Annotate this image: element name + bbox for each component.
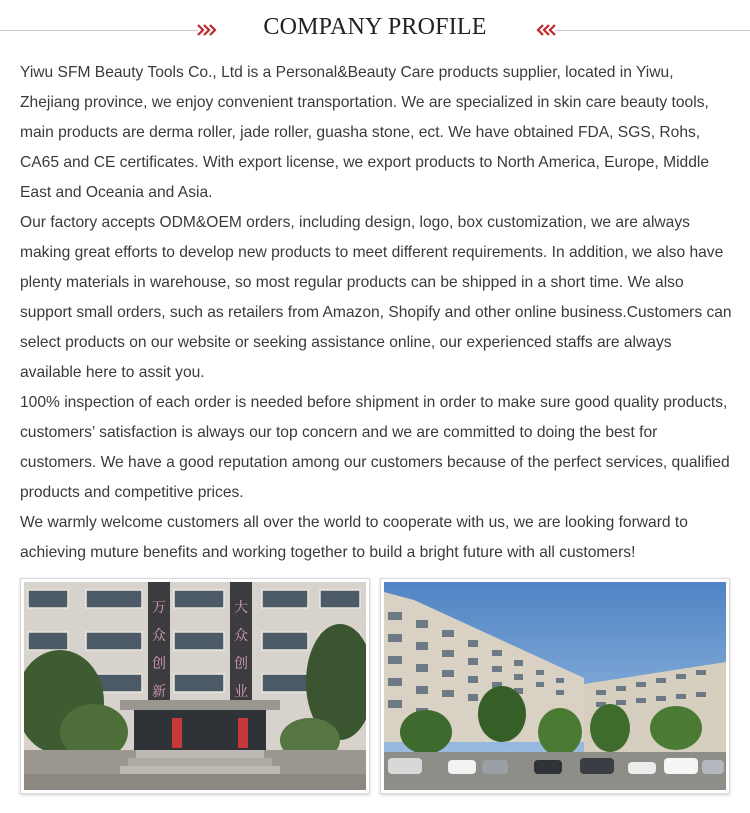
company-description bbox=[20, 58, 732, 568]
signage-char: 众 bbox=[234, 628, 248, 644]
paragraph-factory: Our factory accepts ODM&OEM orders, including design, logo, box customization, we are always making great efforts to develop new products to meet different requirements. In addition, we also have plenty materials in warehouse, so most regular products can be shipped in a short time. We also support small orders, such as retailers from Amazon, Shopify and other online business.Customers can select products on our website or seeking assistance online, our experienced staffs are always available here to assit you. bbox=[20, 214, 732, 381]
header-divider-left bbox=[0, 30, 198, 31]
chevron-arrows-right-icon bbox=[196, 22, 218, 38]
page-title: COMPANY PROFILE bbox=[263, 14, 487, 40]
chevron-arrows-left-icon bbox=[535, 22, 557, 38]
header-divider-right bbox=[555, 30, 750, 31]
paragraph-quality: 100% inspection of each order is needed before shipment in order to make sure good quality products, customers’ satisfaction is always our top concern and we are committed to doing the best for customers. We have a good reputation among our customers because of the perfect services, qualified products and competitive prices. bbox=[20, 394, 730, 501]
signage-char: 创 bbox=[234, 656, 248, 672]
signage-char: 大 bbox=[234, 600, 248, 616]
signage-char: 众 bbox=[152, 628, 166, 644]
office-buildings-parking-lot-photo bbox=[380, 578, 730, 794]
paragraph-welcome: We warmly welcome customers all over the world to cooperate with us, we are looking forward to achieving muture benefits and working together to build a bright future with all customers! bbox=[20, 514, 688, 561]
signage-char: 创 bbox=[152, 656, 166, 672]
signage-char: 新 bbox=[152, 684, 166, 700]
company-building-entrance-photo bbox=[20, 578, 370, 794]
section-header bbox=[0, 0, 750, 60]
signage-char: 万 bbox=[152, 600, 166, 616]
signage-char: 业 bbox=[234, 684, 248, 700]
paragraph-intro: Yiwu SFM Beauty Tools Co., Ltd is a Personal&Beauty Care products supplier, located in Yiwu, Zhejiang province, we enjoy convenient transportation. We are specialized in skin care beauty tools, main products are derma roller, jade roller, guasha stone, ect. We have obtained FDA, SGS, Rohs, CA65 and CE certificates. With export license, we export products to North America, Europe, Middle East and Oceania and Asia. bbox=[20, 64, 710, 201]
